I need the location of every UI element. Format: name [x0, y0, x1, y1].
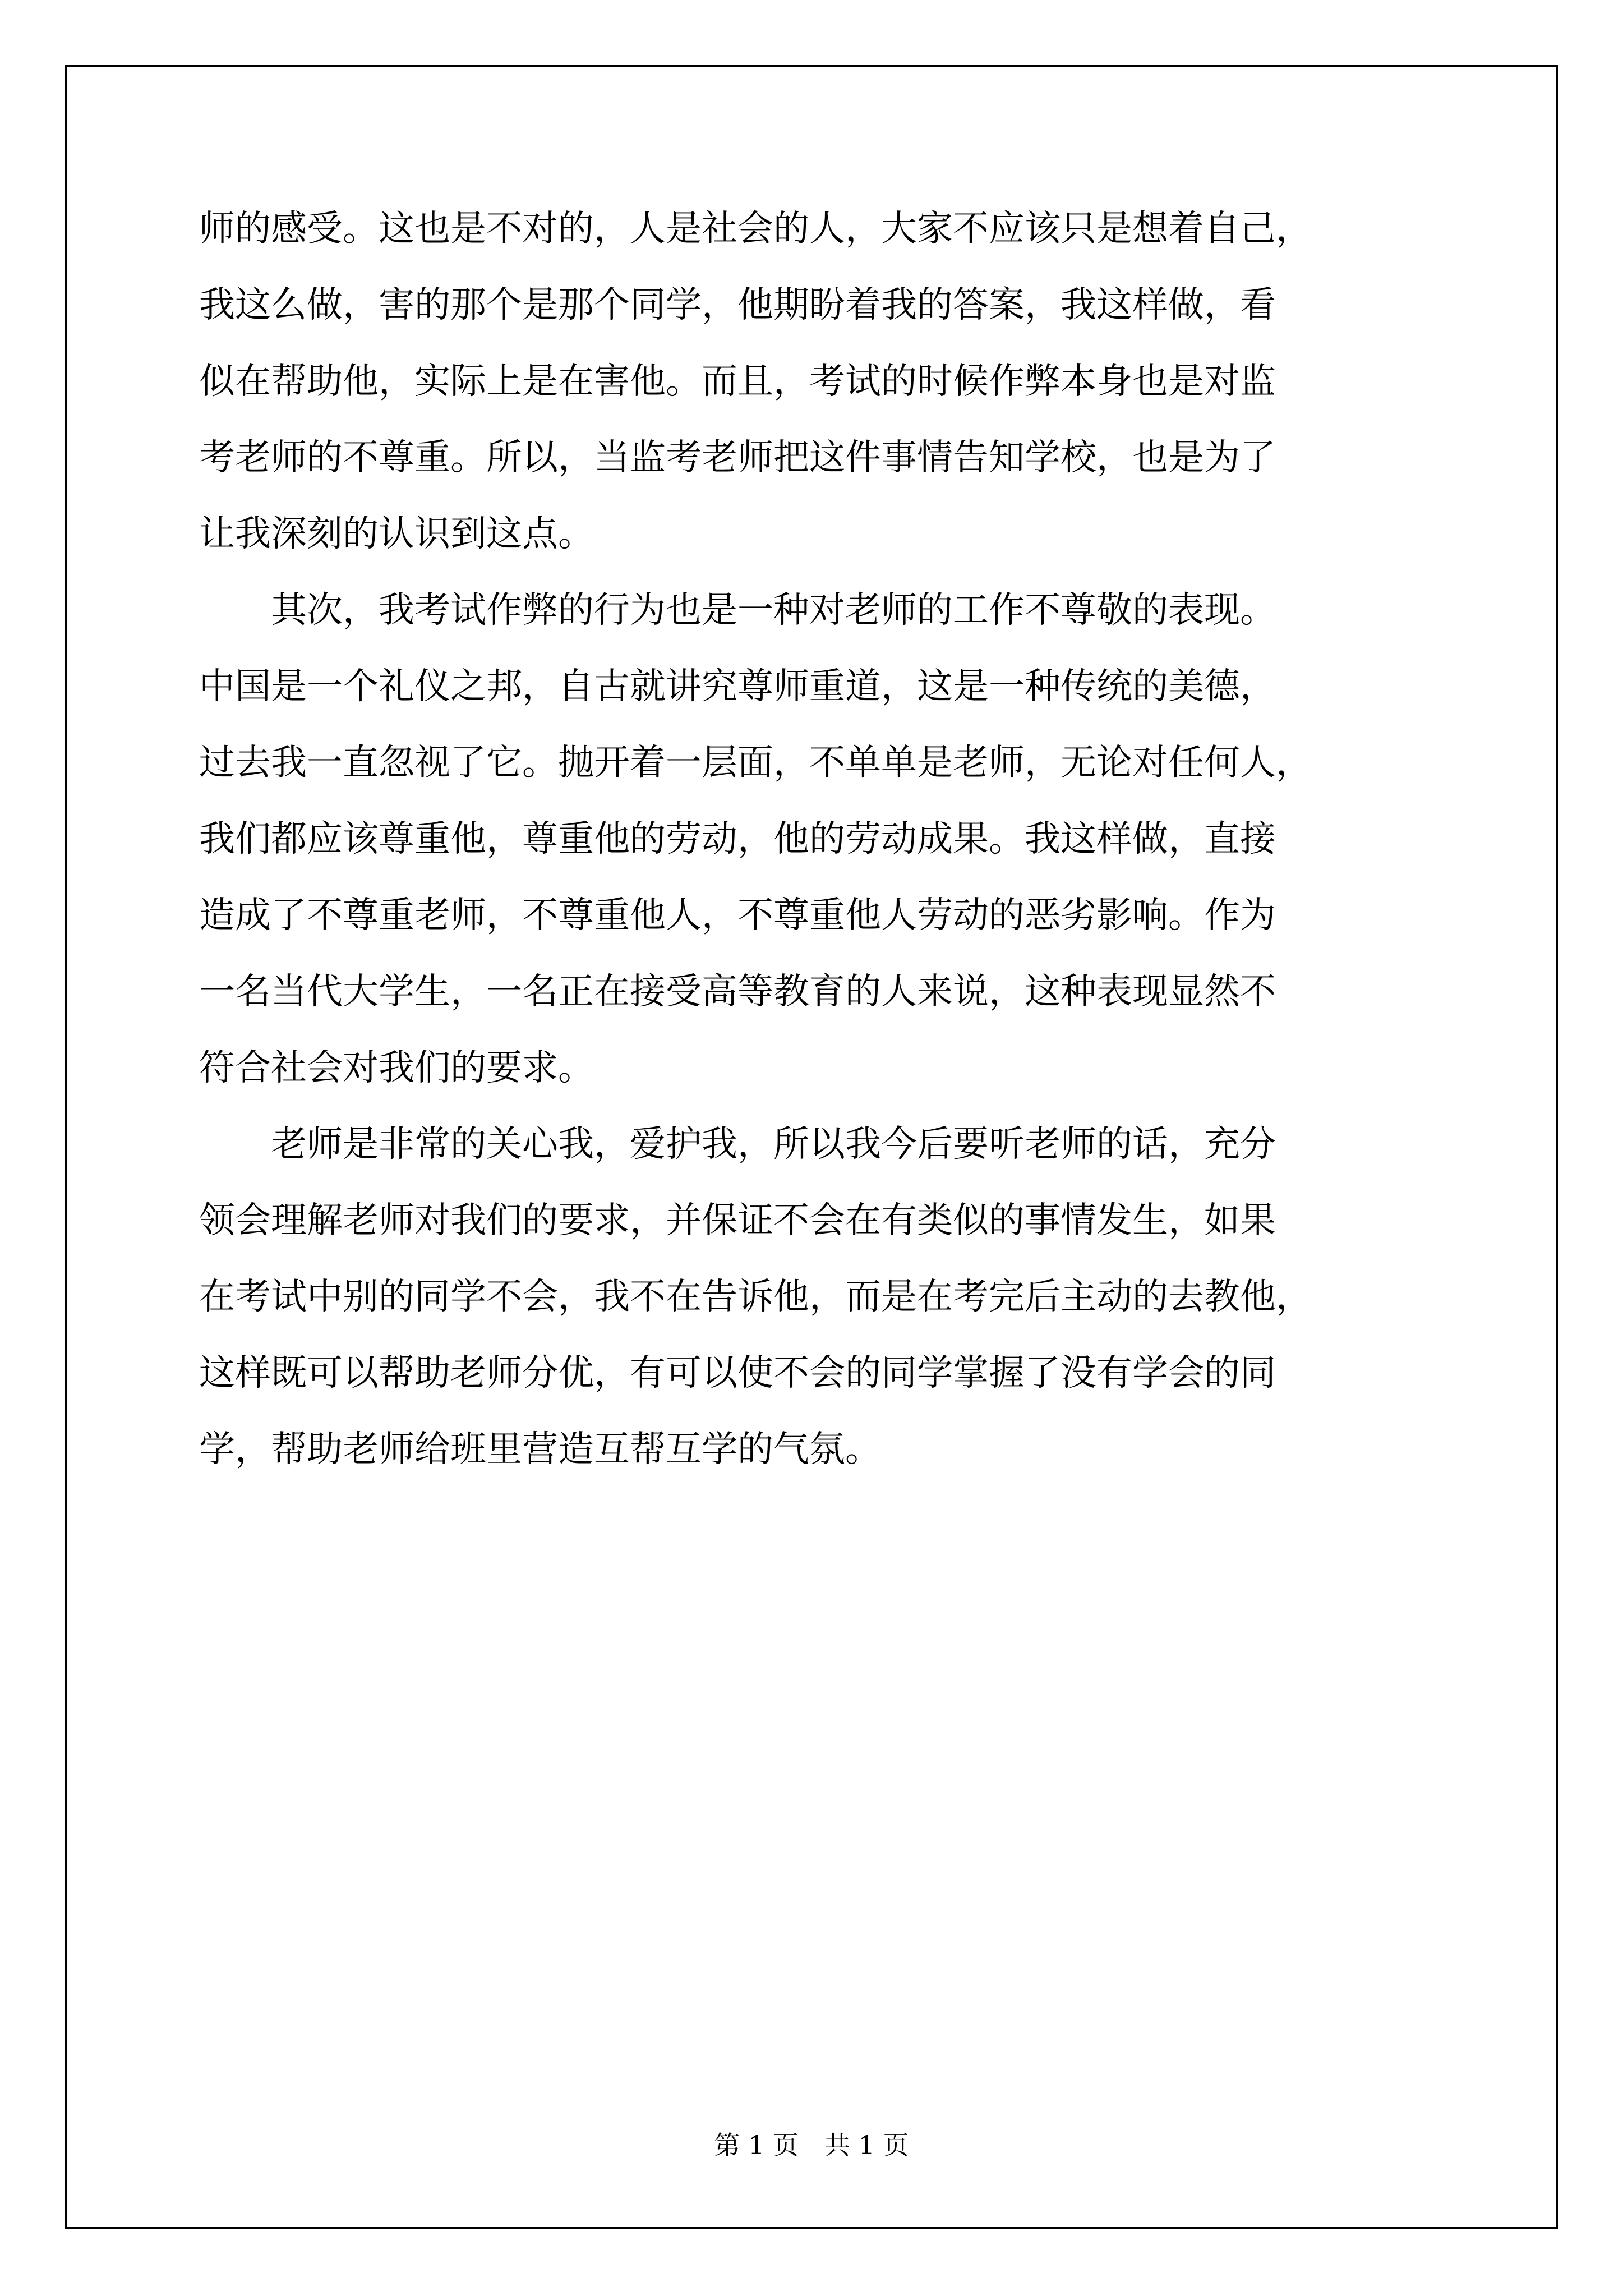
text-line: 我们都应该尊重他，尊重他的劳动，他的劳动成果。我这样做，直接 [199, 818, 1276, 860]
text-line: 造成了不尊重老师，不尊重他人，不尊重他人劳动的恶劣影响。作为 [199, 895, 1276, 936]
text-line: 一名当代大学生，一名正在接受高等教育的人来说，这种表现显然不 [199, 971, 1276, 1013]
text-line: 其次，我考试作弊的行为也是一种对老师的工作不尊敬的表现。 [199, 590, 1276, 631]
page-footer [0, 2125, 1623, 2162]
document-body [199, 191, 1427, 1488]
page-number-label: 第 1 页 共 1 页 [714, 2130, 909, 2160]
text-line: 过去我一直忽视了它。抛开着一层面，不单单是老师，无论对任何人， [199, 742, 1312, 784]
text-line: 考老师的不尊重。所以，当监考老师把这件事情告知学校，也是为了 [199, 437, 1276, 478]
text-line: 在考试中别的同学不会，我不在告诉他，而是在考完后主动的去教他， [199, 1276, 1312, 1318]
text-line: 我这么做，害的那个是那个同学，他期盼着我的答案，我这样做，看 [199, 284, 1276, 326]
text-line: 中国是一个礼仪之邦，自古就讲究尊师重道，这是一种传统的美德， [199, 666, 1276, 707]
text-line: 领会理解老师对我们的要求，并保证不会在有类似的事情发生，如果 [199, 1200, 1276, 1241]
text-line: 这样既可以帮助老师分优，有可以使不会的同学掌握了没有学会的同 [199, 1352, 1276, 1394]
text-line: 让我深刻的认识到这点。 [199, 513, 594, 555]
text-line: 似在帮助他，实际上是在害他。而且，考试的时候作弊本身也是对监 [199, 361, 1276, 402]
text-line: 老师是非常的关心我，爱护我，所以我今后要听老师的话，充分 [199, 1124, 1276, 1165]
text-line: 师的感受。这也是不对的，人是社会的人，大家不应该只是想着自己， [199, 208, 1312, 250]
text-line: 学，帮助老师给班里营造互帮互学的气氛。 [199, 1429, 881, 1470]
text-line: 符合社会对我们的要求。 [199, 1047, 594, 1089]
